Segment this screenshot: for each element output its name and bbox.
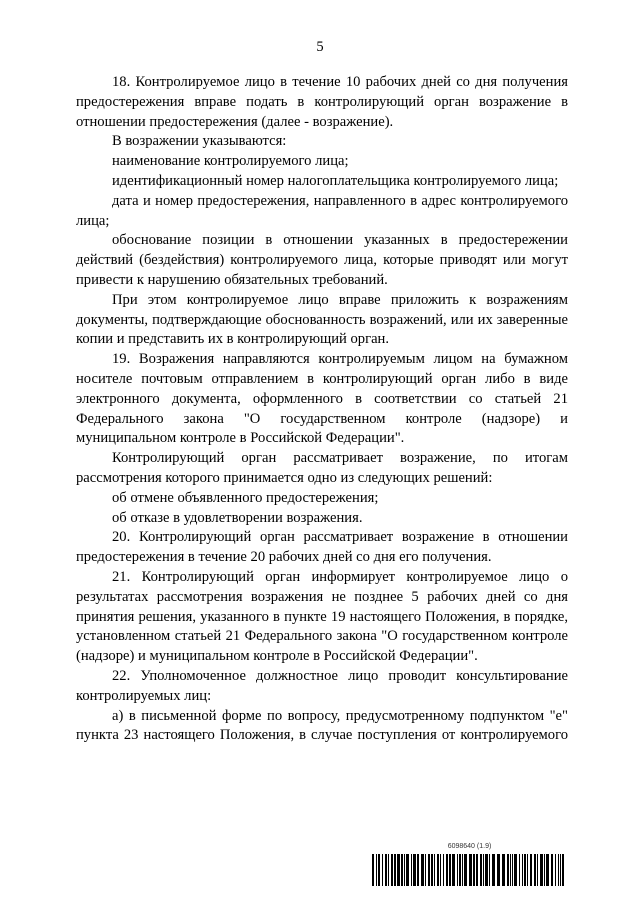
list-item-name: наименование контролируемого лица; (112, 153, 349, 170)
paragraph-objection-contents: В возражении указываются: (112, 133, 287, 150)
paragraph-22: 22. Уполномоченное должностное лицо проводит консультирование контролируемых лиц: (76, 667, 568, 704)
list-item-refuse: об отказе в удовлетворении возражения. (112, 509, 363, 526)
list-item-justification: обоснование позиции в отношении указанных в предостережении действий (бездействия) контролируемого лица, которые приводят или могут привести к нарушению обязательных требований. (76, 232, 568, 288)
barcode-icon (372, 854, 567, 886)
paragraph-19: 19. Возражения направляются контролируемым лицом на бумажном носителе почтовым отправлением в контролирующий орган либо в виде электронного документа, оформленного в соответствии со статьей 21 Федерального закона "О государственном контроле (надзоре) и муниципальном контроле в Российской Федерации". (76, 351, 568, 447)
paragraph-21: 21. Контролирующий орган информирует контролируемое лицо о результатах рассмотрения возражения не позднее 5 рабочих дней со дня принятия решения, указанного в пункте 19 настоящего Положения, в порядке, установленном статьей 21 Федерального закона "О государственном контроле (надзоре) и муниципальном контроле в Российской Федерации". (76, 568, 568, 665)
list-item-date-number: дата и номер предостережения, направленного в адрес контролируемого лица; (76, 192, 568, 229)
paragraph-20: 20. Контролирующий орган рассматривает возражение в отношении предостережения в течение 20 рабочих дней со дня его получения. (76, 529, 568, 566)
list-item-inn: идентификационный номер налогоплательщика контролируемого лица; (112, 172, 559, 189)
paragraph-attachments: При этом контролируемое лицо вправе приложить к возражениям документы, подтверждающие обоснованность возражений, или их заверенные копии и представить их в контролирующий орган. (76, 291, 568, 348)
document-body (76, 73, 568, 746)
paragraph-22a: а) в письменной форме по вопросу, предусмотренному подпунктом "е" пункта 23 настоящего Положения, в случае поступления от контролируемого (76, 707, 568, 744)
barcode-code: 6098640 (1.9) (447, 843, 492, 850)
list-item-cancel: об отмене объявленного предостережения; (112, 489, 379, 506)
paragraph-18: 18. Контролируемое лицо в течение 10 рабочих дней со дня получения предостережения вправе подать в контролирующий орган возражение в отношении предостережения (далее - возражение). (76, 74, 568, 130)
barcode-block (372, 843, 567, 887)
paragraph-decision: Контролирующий орган рассматривает возражение, по итогам рассмотрения которого принимается одно из следующих решений: (76, 450, 568, 486)
page-number: 5 (316, 39, 324, 55)
